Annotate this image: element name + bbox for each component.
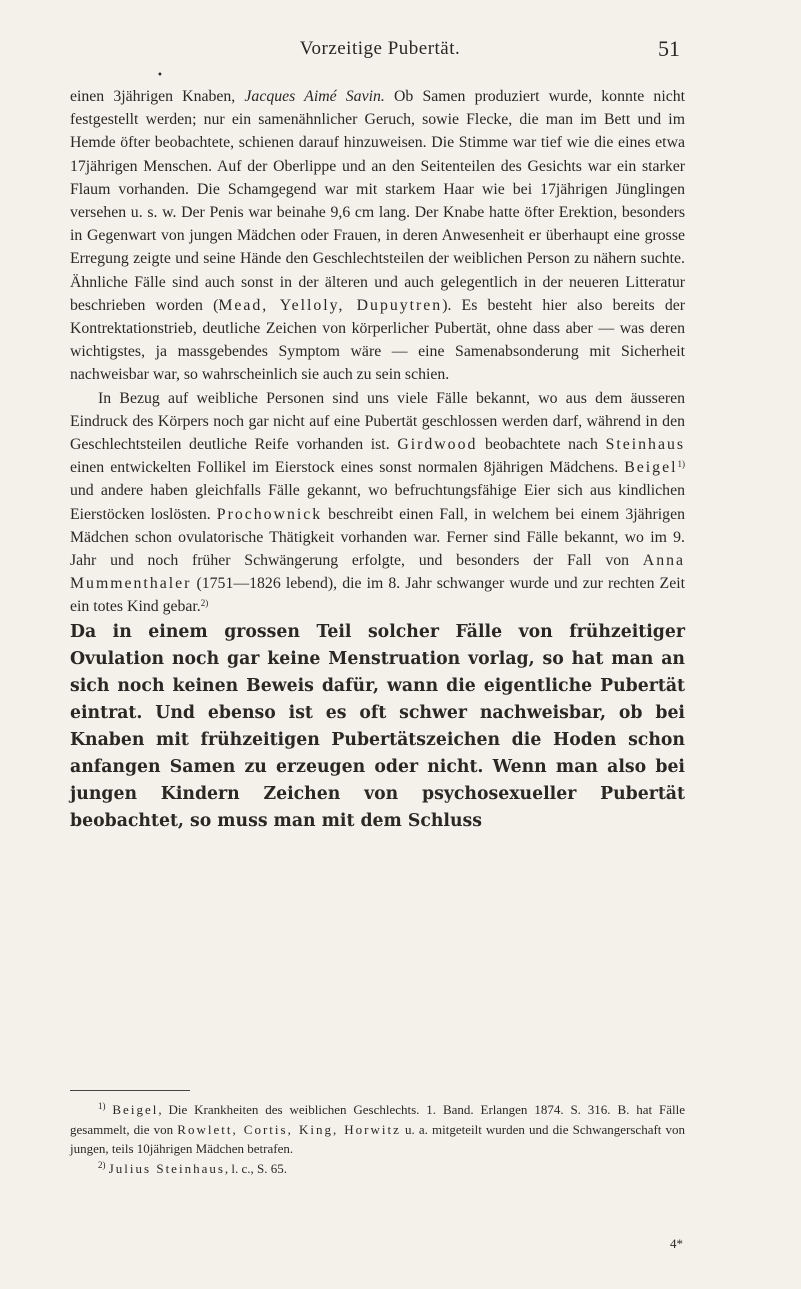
paragraph-2: In Bezug auf weibliche Personen sind uns viele Fälle bekannt, wo aus dem äusseren Eindruck des Körpers noch gar nicht auf eine Pubertät geschlossen werden darf, während in den Geschlechtsteilen deutliche Reife vorhanden ist. Girdwood beobachtete nach Steinhaus einen entwickelten Follikel im Eierstock eines sonst normalen 8jährigen Mädchens. Beigel$^{1)}$ und andere haben gleichfalls Fälle gekannt, wo befruchtungsfähige Eier sich aus kindlichen Eierstöcken loslösten. Prochownick beschreibt einen Fall, in welchem bei einem 3jährigen Mädchen schon ovulatorische Thätigkeit vorhanden war. Ferner sind Fälle bekannt, wo im 9. Jahr und noch früher Schwängerung erfolgte, und besonders der Fall von Anna Mummenthaler (1751—1826 lebend), die im 8. Jahr schwanger wurde und zur rechten Zeit ein totes Kind gebar.$^{2)}$ (70, 389, 686, 616)
footnote-ref: 2) (200, 598, 209, 609)
page-header (80, 38, 680, 66)
signature-mark: 4* (670, 1236, 683, 1251)
printer-mark: • (157, 70, 163, 81)
footnote-1: $^{1)}$ Beigel, Die Krankheiten des weiblichen Geschlechts. 1. Band. Erlangen 1874. S. 316. B. hat Fälle gesammelt, die von Rowlett, Cortis, King, Horwitz u. a. mitgeteilt wurden und die Schwangerschaft von jungen, teils 10jährigen Mädchen betrafen. (70, 1101, 686, 1156)
main-text (70, 85, 685, 835)
author-name: Girdwood (397, 436, 478, 454)
person-name: Anna Mummenthaler (70, 552, 685, 593)
author-name: Steinhaus (605, 436, 686, 454)
footnote-rule (70, 1090, 190, 1091)
author-name: Prochownick (216, 505, 323, 523)
footnotes (70, 1100, 685, 1178)
paragraph-1: einen 3jährigen Knaben, Jacques Aimé Savin. Ob Samen produziert wurde, konnte nicht festgestellt werden; nur ein samenähnlicher Geruch, sowie Flecke, die man im Bett und im Hemde öfter beobachtete, schienen darauf hinzuweisen. Die Stimme war tief wie die eines etwa 17jährigen Menschen. Auf der Oberlippe und an den Seitenteilen des Gesichts war ein starker Flaum vorhanden. Die Schamgegend war mit starkem Haar wie bei 17jährigen Jünglingen versehen u. s. w. Der Penis war beinahe 9,6 cm lang. Der Knabe hatte öfter Erektion, besonders in Gegenwart von jungen Mädchen oder Frauen, in deren Anwesenheit er überhaupt eine grosse Erregung zeigte und seine Hände den Geschlechtsteilen der weiblichen Person zu nähern suchte. Ähnliche Fälle sind auch sonst in der älteren und auch gelegentlich in der neueren Litteratur beschrieben worden (Mead, Yelloly, Dupuytren). Es besteht hier also bereits der Kontrektationstrieb, deutliche Zeichen von körperlicher Pubertät, ohne dass aber — was deren wichtigstes, ja massgebendes Symptom wäre — eine Samenabsonderung mit Sicherheit nachweisbar war, so wahrscheinlich sie auch zu sein schien. (70, 88, 686, 384)
page-number: 51 (658, 36, 680, 61)
person-name: Jacques Aimé Savin. (244, 88, 385, 105)
author-name: Beigel (624, 459, 678, 477)
footnote-ref: 1) (677, 459, 685, 470)
running-title: Vorzeitige Pubertät. (299, 38, 461, 59)
bold-paragraph: Da in einem grossen Teil solcher Fälle von frühzeitiger Ovulation noch gar keine Menstruation vorlag, so hat man an sich noch keinen Beweis dafür, wann die eigentliche Pubertät eintrat. Und ebenso ist es oft schwer nachweisbar, ob bei Knaben mit frühzeitigen Pubertätszeichen die Hoden schon anfangen Samen zu erzeugen oder nicht. Wenn man also bei jungen Kindern Zeichen von psychosexueller Pubertät beobachtet, so muss man mit dem Schluss (70, 621, 685, 831)
footnote-2: $^{2)}$ Julius Steinhaus, l. c., S. 65. (98, 1159, 288, 1176)
cited-authors: Mead, Yelloly, Dupuytren (218, 296, 443, 314)
